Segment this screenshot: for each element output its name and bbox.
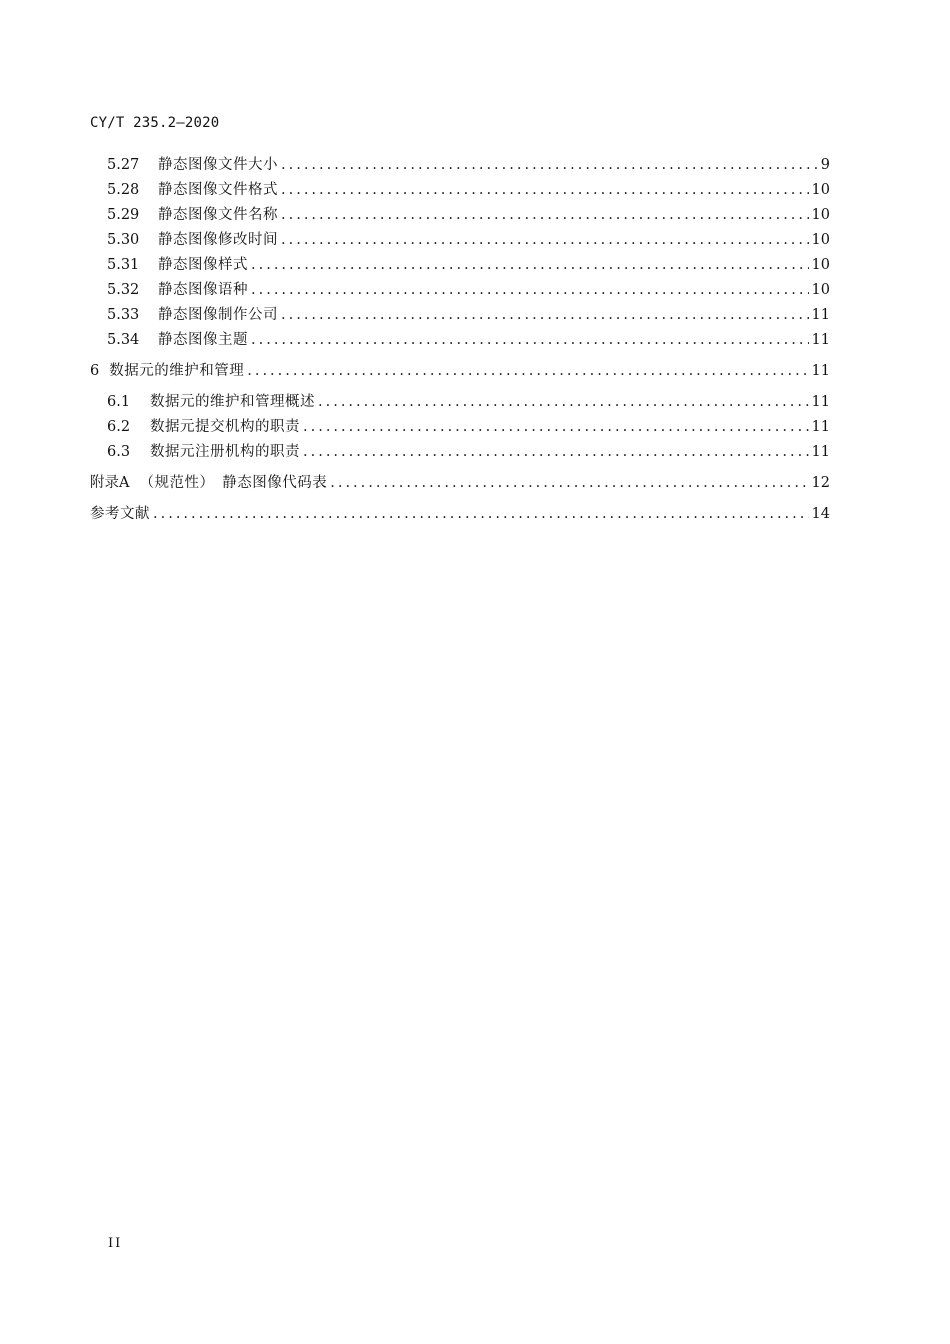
toc-entry-page: 11 [811,363,830,379]
toc-leader-dots [281,178,809,203]
toc-entry-number: 5.34 [107,332,140,348]
toc-entry-number: 5.27 [107,157,140,173]
toc-leader-dots [247,359,808,384]
toc-entry-title: 数据元的维护和管理概述 [150,394,315,410]
standard-code-header: CY/T 235.2—2020 [90,115,220,131]
toc-entry-page: 11 [811,444,830,460]
toc-entry-title: 静态图像文件名称 [158,207,278,223]
toc-entry-title: 静态图像修改时间 [158,232,278,248]
toc-entry-page: 11 [811,332,830,348]
toc-entry-title: （规范性） 静态图像代码表 [139,475,328,491]
toc-entry-number: 6.1 [107,394,131,410]
toc-entry-number: 5.30 [107,232,140,248]
toc-entry-page: 14 [811,506,830,522]
toc-entry-number: 5.32 [107,282,140,298]
toc-leader-dots [303,440,809,465]
toc-leader-dots [281,153,817,178]
toc-entry-page: 11 [811,394,830,410]
toc-leader-dots [281,203,809,228]
toc-entry-5-30[interactable] [90,228,830,253]
toc-entry-page: 10 [811,257,830,273]
toc-entry-5-31[interactable] [90,253,830,278]
toc-entry-6-1[interactable] [90,390,830,415]
toc-entry-title: 参考文献 [90,506,150,522]
toc-entry-5-27[interactable] [90,153,830,178]
page-number-footer: II [108,1236,123,1251]
toc-entry-page: 9 [820,157,830,173]
toc-entry-title: 数据元注册机构的职责 [150,444,300,460]
toc-entry-number: 6.3 [107,444,131,460]
toc-leader-dots [251,328,809,353]
toc-entry-page: 10 [811,282,830,298]
toc-entry-5-29[interactable] [90,203,830,228]
toc-entry-title: 静态图像制作公司 [158,307,278,323]
toc-entry-number: 5.31 [107,257,140,273]
toc-entry-number: 6.2 [107,419,131,435]
toc-entry-5-33[interactable] [90,303,830,328]
toc-entry-number: 5.28 [107,182,140,198]
toc-entry-number: 5.29 [107,207,140,223]
toc-entry-title: 静态图像主题 [158,332,248,348]
toc-leader-dots [281,228,809,253]
toc-entry-6-3[interactable] [90,440,830,465]
toc-entry-page: 10 [811,182,830,198]
toc-entry-title: 静态图像样式 [158,257,248,273]
toc-entry-title: 数据元提交机构的职责 [150,419,300,435]
toc-entry-title: 数据元的维护和管理 [109,363,245,379]
toc-leader-dots [251,253,809,278]
toc-entry-6[interactable] [90,359,830,384]
table-of-contents [90,153,830,527]
toc-entry-title: 静态图像文件格式 [158,182,278,198]
toc-entry-5-32[interactable] [90,278,830,303]
toc-entry-5-28[interactable] [90,178,830,203]
toc-entry-page: 11 [811,307,830,323]
toc-leader-dots [330,471,808,496]
toc-entry-page: 10 [811,207,830,223]
toc-entry-number: 6 [90,363,100,379]
toc-leader-dots [318,390,809,415]
toc-leader-dots [251,278,809,303]
toc-leader-dots [153,502,809,527]
toc-entry-number: 附录A [90,475,130,491]
toc-entry-6-2[interactable] [90,415,830,440]
toc-entry-title: 静态图像文件大小 [158,157,278,173]
toc-entry-appendix-a[interactable] [90,471,830,496]
toc-leader-dots [303,415,809,440]
toc-entry-references[interactable] [90,502,830,527]
toc-entry-title: 静态图像语种 [158,282,248,298]
toc-leader-dots [281,303,809,328]
toc-entry-5-34[interactable] [90,328,830,353]
toc-entry-number: 5.33 [107,307,140,323]
toc-entry-page: 12 [811,475,830,491]
toc-entry-page: 10 [811,232,830,248]
toc-entry-page: 11 [811,419,830,435]
